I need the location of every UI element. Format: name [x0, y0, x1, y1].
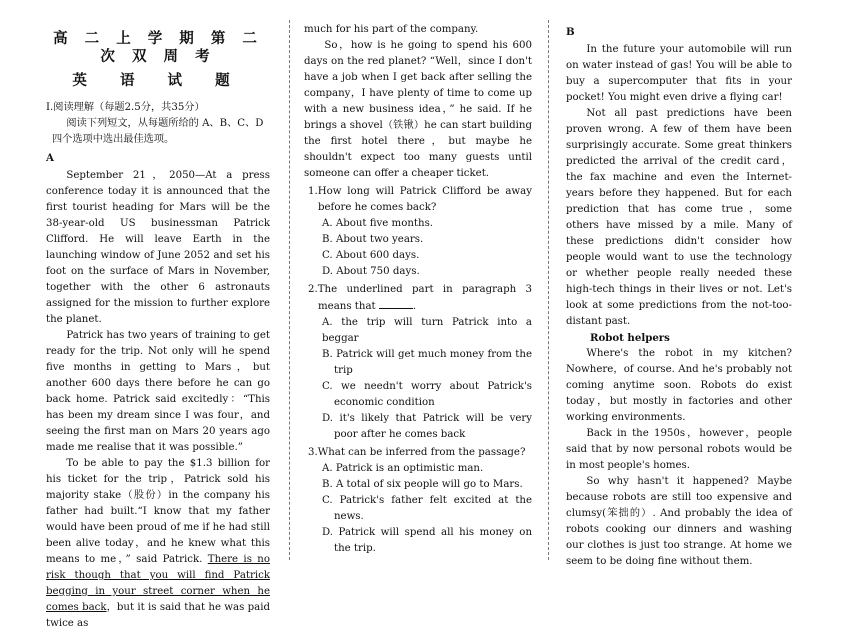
question-1-option: B. About two years. [322, 234, 424, 245]
question-1-stem: 1.How long will Patrick Clifford be away before he comes back? [308, 186, 532, 213]
passage-a-heading: A [46, 152, 54, 164]
question-3-stem: 3.What can be inferred from the passage? [308, 447, 526, 458]
instruction-line: 阅读下列短文，从每题所给的 A、B、C、D [66, 118, 264, 129]
paragraph-3-text: To be able to pay the $1.3 billion for his ticket for the trip，Patrick sold his majority stake（股份）in the company his father had built.“I know that my father would have been proud of me if he had still been alive today，and he knew what this means to me，” said Patrick. [46, 458, 270, 565]
question-2-stem-end: . [412, 301, 417, 312]
question-3-option: D. Patrick will spend all his money on the trip. [322, 527, 532, 554]
column-middle [304, 22, 532, 557]
passage-a-continuation: much for his part of the company. [304, 24, 479, 35]
exam-title: 高 二 上 学 期 第 二 次 双 周 考 [53, 30, 263, 65]
column-left [46, 22, 270, 632]
question-1-option: D. About 750 days. [322, 266, 420, 277]
question-2-stem-text: 2.The underlined part in paragraph 3 means that [308, 284, 532, 312]
instruction-line: 四个选项中选出最佳选项。 [52, 134, 175, 145]
question-2-option: C. we needn't worry about Patrick's economic condition [322, 381, 532, 408]
passage-b-paragraph-5: So why hasn't it happened? Maybe because robots are still too expensive and clumsy(笨拙的）. And probably the idea of robots cooking our dinners and washing our clothes is just too strange. At home we seem to be doing fine without them. [566, 476, 792, 567]
column-divider [548, 20, 549, 560]
question-3-option: C. Patrick's father felt excited at the news. [322, 495, 532, 522]
exam-subject: 英 语 试 题 [72, 72, 244, 89]
passage-b-heading: B [566, 26, 575, 38]
paragraph-3-end: ，but it is said that he was paid twice as [46, 602, 270, 629]
passage-b-paragraph-2: Not all past predictions have been proven wrong. A few of them have been surprisingly accurate. Some great thinkers predicted the arrival of the credit card，the fax machine and even the Internet-years before they happened. But for each prediction that has come true，some others have missed by a mile. Many of these predictions didn't consider how people would want to use the technology or whether people really needed these high-tech things in their lives or not. Let's look at some predictions from the not-too-distant past. [566, 108, 792, 327]
question-1-option: A. About five months. [322, 218, 434, 229]
passage-b-paragraph-4: Back in the 1950s，however，people said that by now personal robots would be in most people's homes. [566, 428, 792, 471]
passage-b-paragraph-3: Where's the robot in my kitchen? Nowhere，of course. And he's probably not coming anytime soon. Robots do exist today，but mostly in factories and other working environments. [566, 348, 792, 423]
question-2-stem [308, 282, 532, 315]
question-1-option: C. About 600 days. [322, 250, 420, 261]
question-3-option: B. A total of six people will go to Mars. [322, 479, 523, 490]
question-3-option: A. Patrick is an optimistic man. [322, 463, 484, 474]
passage-b-paragraph-1: In the future your automobile will run on water instead of gas! You will be able to buy a supercomputer that fits in your pocket! You might even drive a flying car! [566, 44, 792, 103]
passage-a-paragraph-1: September 21，2050—At a press conference today it is announced that the first tourist heading for Mars will be the 38-year-old US businessman Patrick Clifford. He will leave Earth in the launching window of June 2052 and set his foot on the surface of Mars in November, together with the other 6 astronauts assigned for the mission to further explore the planet. [46, 170, 270, 325]
column-divider [289, 20, 290, 560]
answer-blank [379, 298, 413, 309]
section-heading: Ⅰ.阅读理解（每题2.5分，共35分） [46, 102, 205, 113]
passage-a-paragraph-2: Patrick has two years of training to get ready for the trip. Not only will he spend five months in getting to Mars，but another 600 days there before he can go back home. Patrick said excitedly：“This has been my dream since I was four，and seeing the first man on Mars 20 years ago made me realise that it was possible.” [46, 330, 270, 453]
passage-a-paragraph-3 [46, 456, 270, 632]
passage-a-paragraph-4: So，how is he going to spend his 600 days on the red planet? “Well，since I don't have a job when I get back after selling the company，I have plenty of time to come up with a new business idea，” he said. If he brings a shovel（铁锹）he can start building the first hotel there，but maybe he shouldn't expect too many guests until someone can offer a cheaper ticket. [304, 40, 532, 179]
question-2-option: B. Patrick will get much money from the trip [322, 349, 532, 376]
question-2-option: A. the trip will turn Patrick into a beggar [322, 317, 532, 344]
question-2-option: D. it's likely that Patrick will be very poor after he comes back [322, 413, 532, 440]
underlined-sentence: There is no risk though that you will find Patrick begging in your street corner when he comes back [46, 554, 270, 613]
column-right [566, 22, 792, 570]
passage-b-subheading: Robot helpers [590, 332, 670, 344]
